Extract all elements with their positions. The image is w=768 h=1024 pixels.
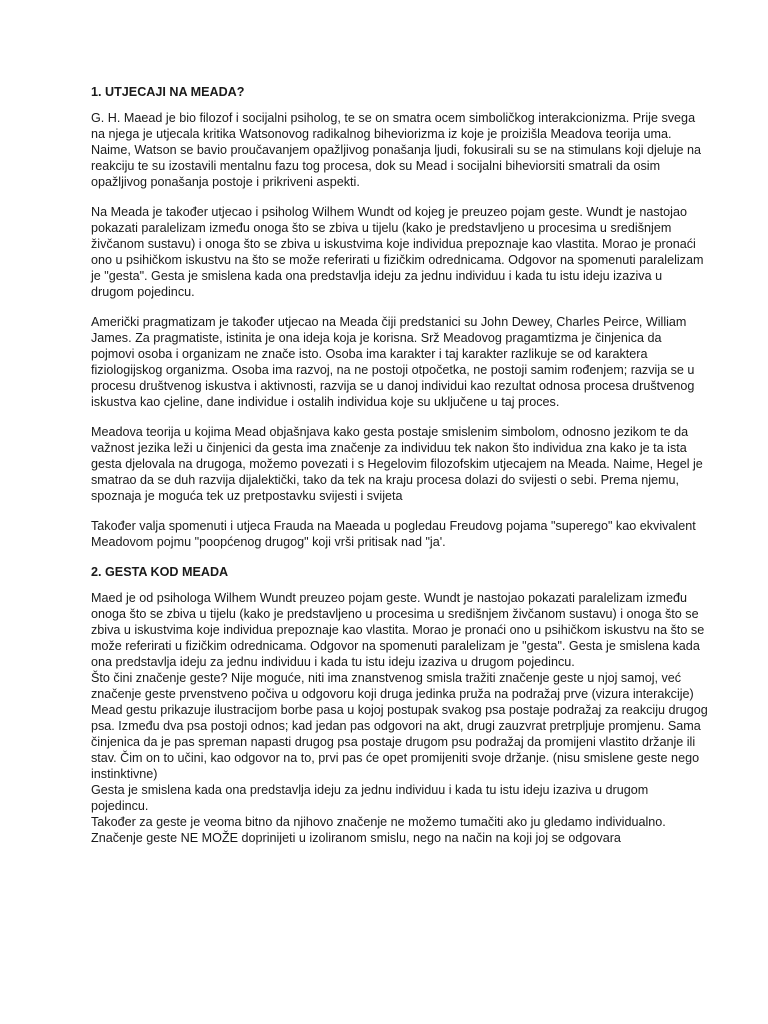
paragraph: Meadova teorija u kojima Mead objašnjava kako gesta postaje smislenim simbolom, odnosno jezikom te da važnost jezika leži u činjenici da gesta ima značenje za individuu tek nakon što individua zna kako je ta ista gesta djelovala na drugoga, možemo povezati i s Hegelovim filozofskim utjecajem na Meada. Naime, Hegel je smatrao da se duh razvija dijalektički, tako da tek na kraju procesa dolazi do svijesti o sebi. Prema njemu, spoznaja je moguća tek uz pretpostavku svijesti i svijeta: [91, 425, 703, 503]
paragraph: Maed je od psihologa Wilhem Wundt preuzeo pojam geste. Wundt je nastojao pokazati paralelizam između onoga što se zbiva u tijelu (kako je predstavljeno u procesima u središnjem živčanom sustavu) i onoga što se zbiva u iskustvima koje individua prepoznaje kao vlastita. Morao je pronaći ono u psihičkom iskustvu na što se može referirati u fizičkim odrednicama. Odgovor na spomenuti paralelizam je "gesta". Gesta je smislena kada ona predstavlja ideju za jednu individuu i kada tu istu ideju izaziva u drugom pojedincu.: [91, 591, 705, 669]
paragraph: Američki pragmatizam je također utjecao na Meada čiji predstanici su John Dewey, Charles Peirce, William James. Za pragmatiste, istinita je ona ideja koja je korisna. Srž Meadovog pragamtizma je činjenica da pojmovi osoba i organizam ne znače isto. Osoba ima karakter i taj karakter razlikuje se od karaktera fiziologijskog organizma. Osoba ima razvoj, na ne postoji otpočetka, ne postoji samim rođenjem; razvija se u procesu društvenog iskustva i aktivnosti, razvija se u danoj individui kao rezultat odnosa procesa društvenog iskustva kao cjeline, dane individue i ostalih individua koje su uključene u taj proces.: [91, 315, 695, 409]
paragraph: Mead gestu prikazuje ilustracijom borbe pasa u kojoj postupak svakog psa postaje podražaj za reakciju drugog psa. Između dva psa postoji odnos; kad jedan pas odgovori na akt, drugi zauzvrat pretrpljuje promjenu. Sama činjenica da je pas spreman napasti drugog psa postaje drugom psu podražaj da promijeni vlastito držanje ili stav. Čim on to učini, kao odgovor na to, prvi pas će opet promijeniti svoje držanje. (nisu smislene geste nego instinktivne): [91, 703, 708, 781]
paragraph: Također valja spomenuti i utjeca Frauda na Maeada u pogledau Freudovg pojama "superego" kao ekvivalent Meadovom pojmu "poopćenog drugog" koji vrši pritisak nad "ja'.: [91, 519, 696, 549]
paragraph: Također za geste je veoma bitno da njihovo značenje ne možemo tumačiti ako ju gledamo individualno. Značenje geste NE MOŽE doprinijeti u izoliranom smislu, nego na način na koji joj se odgovara: [91, 815, 666, 845]
paragraph: G. H. Maead je bio filozof i socijalni psiholog, te se on smatra ocem simboličkog interakcionizma. Prije svega na njega je utjecala kritika Watsonovog radikalnog biheviorizma iz koje je proizišla Meadova teorija uma. Naime, Watson se bavio proučavanjem opažljivog ponašanja ljudi, fokusirali su se na stimulans koji djeluje na reakciju te su izostavili mentalnu fazu tog procesa, dok su Mead i socijalni biheviorsiti smatrali da osim opažljivog ponašanja postoje i prikriveni aspekti.: [91, 111, 701, 189]
paragraph: Što čini značenje geste? Nije moguće, niti ima znanstvenog smisla tražiti značenje geste u njoj samoj, već značenje geste prvenstveno počiva u odgovoru koji druga jedinka pruža na podražaj prve (vizura interakcije): [91, 671, 694, 701]
section-heading: 1. UTJECAJI NA MEADA?: [91, 85, 245, 99]
section-1: [91, 84, 708, 550]
paragraph: Gesta je smislena kada ona predstavlja ideju za jednu individuu i kada tu istu ideju izaziva u drugom pojedincu.: [91, 783, 649, 813]
paragraph: Na Meada je također utjecao i psiholog Wilhem Wundt od kojeg je preuzeo pojam geste. Wundt je nastojao pokazati paralelizam između onoga što se zbiva u tijelu (kako je predstavljeno u procesima u središnjem živčanom sustavu) i onoga što se zbiva u iskustvima koje individua prepoznaje kao vlastita. Morao je pronaći ono u psihičkom iskustvu na što se može referirati u fizičkim odrednicama. Odgovor na spomenuti paralelizam je "gesta". Gesta je smislena kada ona predstavlja ideju za jednu individuu i kada tu istu ideju izaziva u drugom pojedincu.: [91, 205, 704, 299]
paragraph-block: [91, 590, 708, 846]
section-heading: 2. GESTA KOD MEADA: [91, 565, 229, 579]
section-2: [91, 564, 708, 846]
